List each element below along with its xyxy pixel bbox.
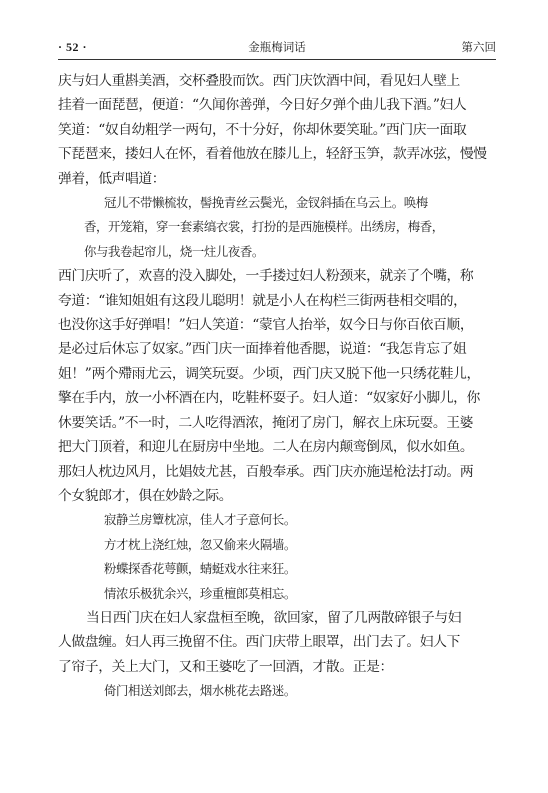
text-line: 人做盘缠。妇人再三挽留不住。西门庆带上眼罩，出门去了。妇人下 <box>58 634 460 651</box>
poem-line: 倚门相送刘郎去，烟水桃花去路迷。 <box>104 683 296 699</box>
text-line: 了帘子，关上大门，又和王婆吃了一回酒，才散。正是： <box>58 658 393 675</box>
text-line: 擎在手内，放一小杯酒在内，吃鞋杯耍子。妇人道：“奴家好小脚儿，你 <box>58 390 480 407</box>
book-title: 金瓶梅词话 <box>248 40 306 54</box>
text-line: 挂着一面琵琶，便道：“久闻你善弹，今日好夕弹个曲儿我下酒。”妇人 <box>58 97 467 114</box>
poem <box>58 508 498 606</box>
poem-line: 粉蝶探香花萼颤，蜻蜓戏水往来狂。 <box>104 561 296 577</box>
text-line: 庆与妇人重斟美酒，交杯叠股而饮。西门庆饮酒中间，看见妇人壁上 <box>58 73 460 89</box>
song-line: 冠儿不带懒梳妆，髻挽青丝云鬓光，金钗斜插在乌云上。唤梅 <box>104 195 428 211</box>
text-line: 休要笑话。”不一时，二人吃得酒浓，掩闭了房门，解衣上床玩耍。王婆 <box>58 414 474 431</box>
closing-verse <box>58 679 498 703</box>
text-line: 个女貌郎才，俱在妙龄之际。 <box>58 487 233 504</box>
song-line: 你与我卷起帘儿，烧一炷儿夜香。 <box>84 243 264 259</box>
song-line: 香，开笼箱，穿一套素缟衣裳，打扮的是西施模样。出绣房，梅香， <box>84 219 444 235</box>
text-line: 姐！”两个殢雨尤云，调笑玩耍。少顷，西门庆又脱下他一只绣花鞋儿， <box>58 365 480 382</box>
text-line: 把大门顶着，和迎儿在厨房中坐地。二人在房内颠鸾倒凤，似水如鱼。 <box>58 439 474 456</box>
header-rule <box>58 59 496 60</box>
prose-paragraph <box>58 69 498 191</box>
prose-paragraph <box>58 606 498 679</box>
poem-line: 方才枕上浇红烛，忽又偷来火隔墙。 <box>104 536 296 552</box>
poem-line: 情浓乐极犹余兴，珍重檀郎莫相忘。 <box>104 585 296 601</box>
text-line: 下琵琶来，搂妇人在怀，看着他放在膝儿上，轻舒玉笋，款弄冰弦，慢慢 <box>58 146 487 163</box>
text-line: 也没你这手好弹唱！”妇人笑道：“蒙官人抬举，奴今日与你百依百顺， <box>58 317 474 334</box>
running-header <box>58 38 496 56</box>
page-number: · 52 · <box>58 40 88 54</box>
prose-paragraph <box>58 264 498 508</box>
text-line: 西门庆听了，欢喜的没入脚处，一手搂过妇人粉颈来，就亲了个嘴，称 <box>58 268 474 285</box>
text-line: 那妇人枕边风月，比娼妓尤甚，百般奉承。西门庆亦施逞枪法打动。两 <box>58 463 474 480</box>
song-lyrics <box>58 191 498 264</box>
poem-line: 寂静兰房簟枕凉，佳人才子意何长。 <box>104 512 296 528</box>
text-line: 弹着，低声唱道： <box>58 170 166 187</box>
text-line: 笑道：“奴自幼粗学一两句，不十分好，你却休要笑耻。”西门庆一面取 <box>58 121 467 138</box>
text-line: 是必过后休忘了奴家。”西门庆一面捧着他香腮，说道：“我怎肯忘了姐 <box>58 341 467 358</box>
text-line: 当日西门庆在妇人家盘桓至晚，欲回家，留了几两散碎银子与妇 <box>86 609 462 626</box>
page-body <box>58 69 498 704</box>
text-line: 夸道：“谁知姐姐有这段儿聪明！就是小人在构栏三街两巷相交唱的， <box>58 292 467 309</box>
chapter-label: 第六回 <box>461 40 496 54</box>
